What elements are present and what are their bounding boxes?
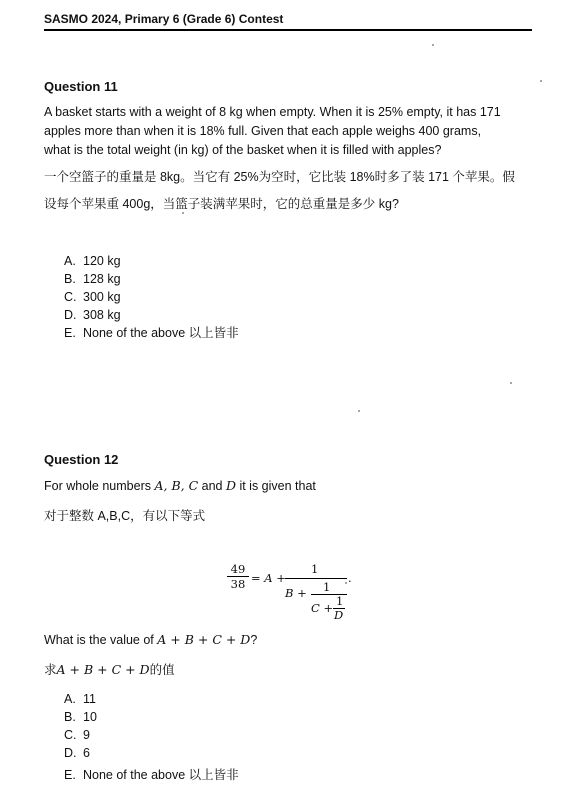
- fraction-49-38: $\frac{49}{38}$: [227, 562, 249, 591]
- option-a[interactable]: A. 11: [64, 692, 96, 706]
- option-b[interactable]: B. 128 kg: [64, 272, 121, 286]
- q11-zh-line: 一个空篮子的重量是 8kg。当它有 25%为空时，它比装 18%时多了装 171 个苹果。假: [44, 170, 515, 184]
- scan-speck: [510, 382, 512, 384]
- option-e[interactable]: E. None of the above 以上皆非: [64, 326, 239, 340]
- c-plus: C +: [311, 601, 334, 615]
- scan-speck: [182, 212, 184, 214]
- option-d[interactable]: D. 308 kg: [64, 308, 121, 322]
- fraction-bar: [285, 578, 347, 579]
- q11-en-line: apples more than when it is 18% full. Given that each apple weighs 400 grams,: [44, 124, 482, 138]
- question-11-text-en: [44, 103, 539, 160]
- b-plus: B +: [285, 586, 307, 600]
- question-12-intro-zh: 对于整数 A,B,C，有以下等式: [44, 509, 206, 523]
- option-d[interactable]: D. 6: [64, 746, 90, 760]
- scan-speck: [345, 582, 347, 584]
- scan-speck: [358, 410, 360, 412]
- numerator-one: 1: [311, 562, 319, 576]
- question-11-title: Question 11: [44, 79, 118, 94]
- page-header: [44, 12, 532, 31]
- contest-title: SASMO 2024, Primary 6 (Grade 6) Contest: [44, 12, 284, 26]
- option-c[interactable]: C. 300 kg: [64, 290, 121, 304]
- header-rule: [44, 29, 532, 31]
- scan-speck: [432, 44, 434, 46]
- numerator-one: 1: [323, 580, 331, 594]
- question-12-ask-en: What is the value of A + B + C + D?: [44, 632, 258, 647]
- question-12-intro-en: For whole numbers A, B, C and D it is given that: [44, 478, 316, 493]
- question-11-options: [64, 252, 239, 342]
- scan-speck: [540, 80, 542, 82]
- option-a[interactable]: A. 120 kg: [64, 254, 121, 268]
- equals-a-plus: = A +: [251, 571, 286, 585]
- option-e[interactable]: E. None of the above 以上皆非: [64, 768, 239, 782]
- question-12-options: [64, 690, 239, 784]
- q11-en-line: A basket starts with a weight of 8 kg when empty. When it is 25% empty, it has 171: [44, 105, 501, 119]
- variable-d: D: [334, 608, 344, 622]
- question-12-title: Question 12: [44, 452, 119, 467]
- q11-en-line: what is the total weight (in kg) of the basket when it is filled with apples?: [44, 143, 442, 157]
- equation-period: .: [348, 571, 352, 585]
- question-11-text-zh: [44, 164, 539, 218]
- numerator-one: 1: [336, 594, 344, 608]
- option-c[interactable]: C. 9: [64, 728, 90, 742]
- question-12-ask-zh: 求A + B + C + D的值: [44, 662, 175, 677]
- option-b[interactable]: B. 10: [64, 710, 97, 724]
- q11-zh-line: 设每个苹果重 400g，当篮子装满苹果时，它的总重量是多少 kg?: [44, 197, 399, 211]
